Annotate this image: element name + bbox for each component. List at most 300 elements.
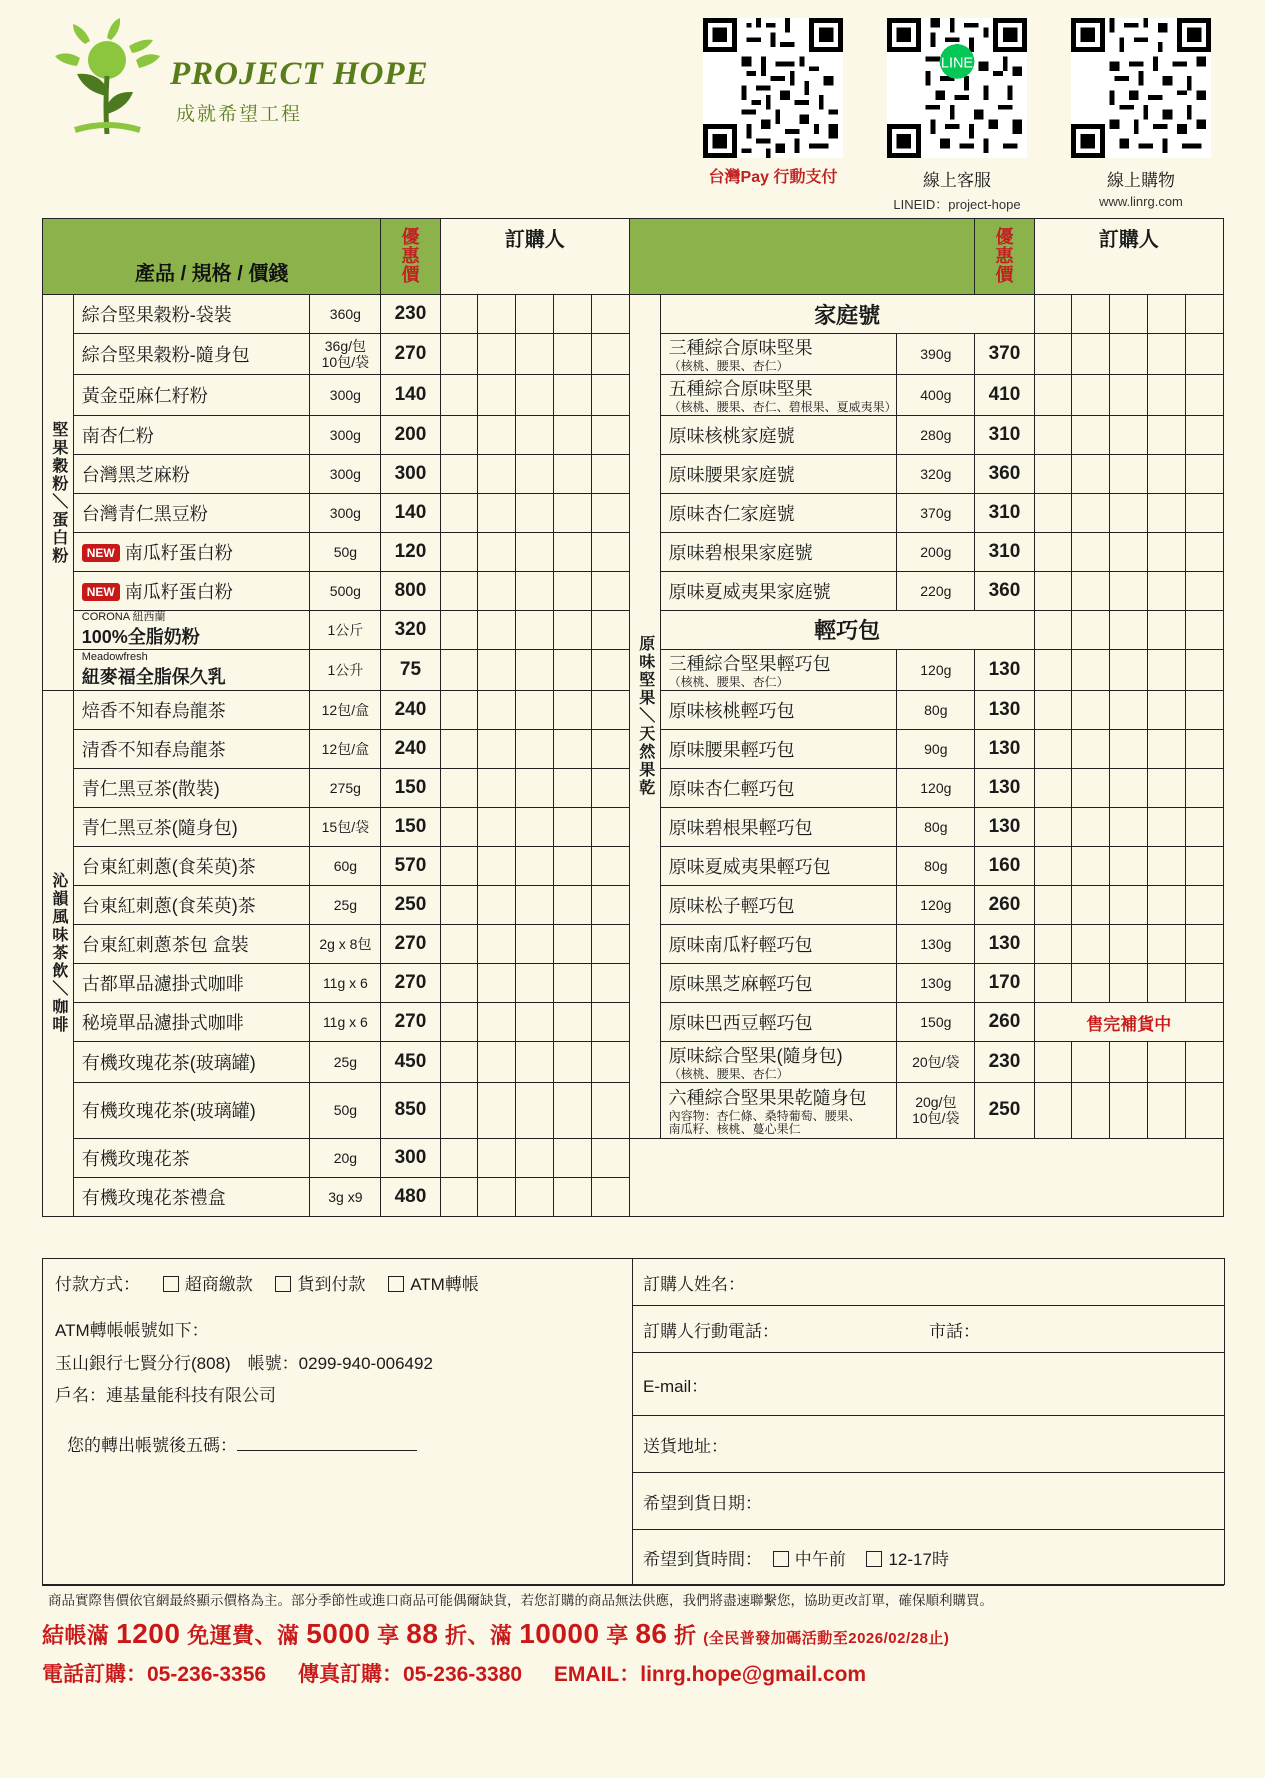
qty-cell[interactable] (554, 532, 592, 571)
qty-cell[interactable] (1072, 334, 1110, 375)
qty-cell[interactable] (440, 295, 478, 334)
qty-cell[interactable] (1110, 1082, 1148, 1138)
contact-line: 電話訂購：05-236-3356 傳真訂購：05-236-3380 EMAIL：linrg.hope@gmail.com (42, 1662, 867, 1686)
qty-cell[interactable] (591, 454, 629, 493)
qty-cell[interactable] (478, 1082, 516, 1138)
product-spec: 15包/袋 (310, 808, 381, 847)
product-name-right: 六種綜合堅果果乾隨身包 內容物：杏仁條、桑特葡萄、腰果、 南瓜籽、核桃、蔓心果仁 (660, 1082, 897, 1138)
qty-cell[interactable] (478, 295, 516, 334)
qty-cell[interactable] (440, 925, 478, 964)
delivery-time-field[interactable]: 希望到貨時間： 中午前 12-17時 (633, 1530, 1224, 1585)
product-price: 300 (381, 454, 440, 493)
qr-shop (1067, 18, 1215, 213)
product-table (42, 218, 1224, 1217)
product-name-right: 原味松子輕巧包 (660, 886, 897, 925)
time-option-morning[interactable]: 中午前 (773, 1550, 846, 1569)
qty-cell[interactable] (1185, 730, 1223, 769)
qty-cell[interactable] (554, 1042, 592, 1083)
qty-cell[interactable] (1110, 847, 1148, 886)
qty-cell[interactable] (1185, 571, 1223, 610)
qty-cell[interactable] (1110, 334, 1148, 375)
qty-cell[interactable] (1110, 415, 1148, 454)
qty-cell[interactable] (1148, 886, 1186, 925)
qty-cell[interactable] (1072, 1082, 1110, 1138)
qty-cell[interactable] (1185, 1042, 1223, 1083)
qty-cell[interactable] (554, 769, 592, 808)
qty-cell[interactable] (1110, 374, 1148, 415)
qty-cell[interactable] (1034, 691, 1072, 730)
line-caption: 線上客服 (923, 171, 991, 190)
qty-cell[interactable] (1148, 769, 1186, 808)
qty-cell[interactable] (591, 295, 629, 334)
qty-cell[interactable] (1072, 1042, 1110, 1083)
qty-cell[interactable] (1110, 610, 1148, 650)
qty-cell[interactable] (478, 1042, 516, 1083)
product-spec-right: 400g (897, 374, 975, 415)
orderer-name-field[interactable]: 訂購人姓名： (633, 1259, 1224, 1306)
qty-cell[interactable] (440, 493, 478, 532)
product-name-right: 三種綜合原味堅果 （核桃、腰果、杏仁） (660, 334, 897, 375)
right-category: 原味堅果＼天然果乾 (629, 295, 660, 1139)
qty-cell[interactable] (516, 1082, 554, 1138)
product-spec-right: 320g (897, 454, 975, 493)
qty-cell[interactable] (440, 571, 478, 610)
qty-cell[interactable] (1034, 295, 1072, 334)
product-name-right: 原味碧根果輕巧包 (660, 808, 897, 847)
product-price-right: 130 (975, 769, 1034, 808)
qty-cell[interactable] (478, 769, 516, 808)
qty-cell[interactable] (516, 808, 554, 847)
qty-cell[interactable] (591, 808, 629, 847)
product-price: 240 (381, 691, 440, 730)
qty-cell[interactable] (1072, 295, 1110, 334)
payment-option-atm[interactable]: ATM轉帳 (388, 1275, 479, 1294)
product-spec: 300g (310, 374, 381, 415)
soldout-note: 售完補貨中 (1034, 1003, 1223, 1042)
qty-cell[interactable] (591, 493, 629, 532)
qty-cell[interactable] (1034, 493, 1072, 532)
product-price: 300 (381, 1138, 440, 1177)
sprout-logo-icon (55, 18, 160, 136)
qty-cell[interactable] (440, 808, 478, 847)
qty-cell[interactable] (478, 691, 516, 730)
qty-cell[interactable] (1072, 532, 1110, 571)
product-price-right: 130 (975, 650, 1034, 691)
product-spec: 50g (310, 1082, 381, 1138)
product-price: 270 (381, 1003, 440, 1042)
product-spec: 12包/盒 (310, 730, 381, 769)
qty-cell[interactable] (1072, 610, 1110, 650)
qty-cell[interactable] (554, 886, 592, 925)
qty-cell[interactable] (1185, 691, 1223, 730)
qty-cell[interactable] (478, 610, 516, 650)
qty-cell[interactable] (554, 334, 592, 375)
orderer-email-field[interactable]: E-mail： (633, 1353, 1224, 1416)
qty-cell[interactable] (1034, 454, 1072, 493)
qty-cell[interactable] (1110, 532, 1148, 571)
qty-cell[interactable] (1148, 730, 1186, 769)
qty-cell[interactable] (1034, 730, 1072, 769)
qty-cell[interactable] (1072, 571, 1110, 610)
qty-cell[interactable] (516, 769, 554, 808)
qty-cell[interactable] (1185, 847, 1223, 886)
qty-cell[interactable] (1110, 650, 1148, 691)
header-product-label-right (629, 219, 974, 295)
qty-cell[interactable] (478, 964, 516, 1003)
qty-cell[interactable] (1110, 964, 1148, 1003)
product-price-right: 260 (975, 1003, 1034, 1042)
qty-cell[interactable] (1034, 374, 1072, 415)
qty-cell[interactable] (591, 691, 629, 730)
qty-cell[interactable] (1185, 532, 1223, 571)
qty-cell[interactable] (591, 1003, 629, 1042)
qty-cell[interactable] (478, 571, 516, 610)
qty-cell[interactable] (1072, 769, 1110, 808)
qty-cell[interactable] (1110, 493, 1148, 532)
product-name-right: 原味南瓜籽輕巧包 (660, 925, 897, 964)
qty-cell[interactable] (516, 454, 554, 493)
product-price-right: 170 (975, 964, 1034, 1003)
qty-cell[interactable] (1072, 454, 1110, 493)
product-spec: 11g x 6 (310, 1003, 381, 1042)
qty-cell[interactable] (516, 295, 554, 334)
qty-cell[interactable] (440, 886, 478, 925)
qty-cell[interactable] (1034, 808, 1072, 847)
qty-cell[interactable] (1148, 334, 1186, 375)
qty-cell[interactable] (591, 610, 629, 650)
phone-number[interactable]: 05-236-3356 (147, 1662, 267, 1686)
qty-cell[interactable] (478, 454, 516, 493)
qty-cell[interactable] (1110, 730, 1148, 769)
product-name: 青仁黑豆茶(散裝) (73, 769, 310, 808)
qty-cell[interactable] (1034, 925, 1072, 964)
qty-cell[interactable] (1148, 415, 1186, 454)
qty-cell[interactable] (440, 1138, 478, 1177)
qty-cell[interactable] (1148, 571, 1186, 610)
payment-block (43, 1259, 633, 1585)
qty-cell[interactable] (440, 1003, 478, 1042)
qty-cell[interactable] (554, 571, 592, 610)
qty-cell[interactable] (478, 730, 516, 769)
qty-cell[interactable] (440, 769, 478, 808)
qty-cell[interactable] (1148, 847, 1186, 886)
product-spec: 25g (310, 1042, 381, 1083)
qty-cell[interactable] (591, 1082, 629, 1138)
product-spec-right: 130g (897, 925, 975, 964)
product-name-right: 原味核桃輕巧包 (660, 691, 897, 730)
qty-cell[interactable] (478, 1138, 516, 1177)
product-price: 75 (381, 650, 440, 691)
qty-cell[interactable] (1110, 808, 1148, 847)
qty-cell[interactable] (554, 415, 592, 454)
qty-cell[interactable] (1072, 886, 1110, 925)
qty-cell[interactable] (440, 1042, 478, 1083)
qty-cell[interactable] (554, 1177, 592, 1216)
qty-cell[interactable] (478, 808, 516, 847)
qty-cell[interactable] (1110, 691, 1148, 730)
qty-cell[interactable] (478, 493, 516, 532)
qty-cell[interactable] (1034, 1082, 1072, 1138)
qty-cell[interactable] (1072, 964, 1110, 1003)
qty-cell[interactable] (1185, 415, 1223, 454)
qty-cell[interactable] (478, 415, 516, 454)
product-name: 有機玫瑰花茶(玻璃罐) (73, 1042, 310, 1083)
payment-option-store[interactable]: 超商繳款 (163, 1275, 253, 1294)
qty-cell[interactable] (440, 847, 478, 886)
qty-cell[interactable] (1072, 691, 1110, 730)
qty-cell[interactable] (1072, 493, 1110, 532)
qty-cell[interactable] (440, 1177, 478, 1216)
qty-cell[interactable] (478, 1003, 516, 1042)
qty-cell[interactable] (1185, 610, 1223, 650)
qty-cell[interactable] (1110, 886, 1148, 925)
qty-cell[interactable] (591, 334, 629, 375)
qty-cell[interactable] (440, 730, 478, 769)
qty-cell[interactable] (1148, 691, 1186, 730)
product-spec: 500g (310, 571, 381, 610)
new-badge: NEW (82, 544, 120, 562)
qty-cell[interactable] (591, 374, 629, 415)
qty-cell[interactable] (554, 691, 592, 730)
product-price-right: 230 (975, 1042, 1034, 1083)
qty-cell[interactable] (1185, 1082, 1223, 1138)
last5-input[interactable] (237, 1450, 417, 1451)
qty-cell[interactable] (1185, 769, 1223, 808)
email-address[interactable]: linrg.hope@gmail.com (640, 1662, 867, 1686)
qty-cell[interactable] (1110, 571, 1148, 610)
product-spec-right: 80g (897, 691, 975, 730)
qty-cell[interactable] (591, 730, 629, 769)
payment-option-cod[interactable]: 貨到付款 (275, 1275, 365, 1294)
qty-cell[interactable] (554, 964, 592, 1003)
product-spec: 3g x9 (310, 1177, 381, 1216)
product-name-right: 原味巴西豆輕巧包 (660, 1003, 897, 1042)
qty-cell[interactable] (516, 571, 554, 610)
qty-cell[interactable] (1034, 847, 1072, 886)
qty-cell[interactable] (478, 925, 516, 964)
orderer-mobile-field[interactable]: 訂購人行動電話： 市話： (633, 1306, 1224, 1353)
qty-cell[interactable] (516, 1003, 554, 1042)
qty-cell[interactable] (1185, 374, 1223, 415)
qty-cell[interactable] (1034, 610, 1072, 650)
product-spec: 300g (310, 415, 381, 454)
qty-cell[interactable] (591, 1177, 629, 1216)
qty-cell[interactable] (1185, 808, 1223, 847)
qty-cell[interactable] (478, 847, 516, 886)
qty-cell[interactable] (1072, 925, 1110, 964)
product-price-right: 310 (975, 532, 1034, 571)
twpay-caption: 台灣Pay 行動支付 (708, 169, 838, 186)
qty-cell[interactable] (440, 454, 478, 493)
qty-cell[interactable] (591, 415, 629, 454)
product-spec: 20g (310, 1138, 381, 1177)
qty-cell[interactable] (1148, 650, 1186, 691)
qty-cell[interactable] (516, 532, 554, 571)
delivery-date-field[interactable]: 希望到貨日期： (633, 1473, 1224, 1530)
product-price: 150 (381, 808, 440, 847)
product-spec-right: 220g (897, 571, 975, 610)
qty-cell[interactable] (1148, 610, 1186, 650)
product-spec-right: 90g (897, 730, 975, 769)
qty-cell[interactable] (591, 532, 629, 571)
qty-cell[interactable] (516, 610, 554, 650)
qty-cell[interactable] (554, 1138, 592, 1177)
qty-cell[interactable] (516, 1042, 554, 1083)
qty-cell[interactable] (1110, 769, 1148, 808)
product-price-right: 160 (975, 847, 1034, 886)
product-name: 古都單品濾掛式咖啡 (73, 964, 310, 1003)
qty-cell[interactable] (1034, 650, 1072, 691)
qty-cell[interactable] (478, 1177, 516, 1216)
qty-cell[interactable] (1148, 1082, 1186, 1138)
qty-cell[interactable] (1072, 374, 1110, 415)
qty-cell[interactable] (440, 691, 478, 730)
qty-cell[interactable] (1034, 886, 1072, 925)
qty-cell[interactable] (516, 691, 554, 730)
qty-cell[interactable] (1148, 532, 1186, 571)
product-name-right: 原味腰果輕巧包 (660, 730, 897, 769)
product-spec: 11g x 6 (310, 964, 381, 1003)
qty-cell[interactable] (1148, 964, 1186, 1003)
qty-cell[interactable] (591, 847, 629, 886)
product-price: 200 (381, 415, 440, 454)
product-price-right: 130 (975, 691, 1034, 730)
qty-cell[interactable] (440, 374, 478, 415)
qty-cell[interactable] (554, 925, 592, 964)
qty-cell[interactable] (1034, 334, 1072, 375)
qty-cell[interactable] (1148, 295, 1186, 334)
qty-cell[interactable] (1185, 650, 1223, 691)
section-title-family: 家庭號 (660, 295, 1034, 334)
qty-cell[interactable] (516, 415, 554, 454)
qty-cell[interactable] (440, 964, 478, 1003)
qty-cell[interactable] (1110, 1042, 1148, 1083)
qty-cell[interactable] (478, 650, 516, 691)
qty-cell[interactable] (1185, 886, 1223, 925)
qty-cell[interactable] (591, 1138, 629, 1177)
product-name: 有機玫瑰花茶(玻璃罐) (73, 1082, 310, 1138)
qty-cell[interactable] (478, 532, 516, 571)
qty-cell[interactable] (554, 650, 592, 691)
qty-cell[interactable] (1148, 1042, 1186, 1083)
qty-cell[interactable] (440, 415, 478, 454)
qty-cell[interactable] (1110, 454, 1148, 493)
payment-title: 付款方式： (55, 1275, 140, 1294)
qty-cell[interactable] (440, 532, 478, 571)
qty-cell[interactable] (516, 964, 554, 1003)
qty-cell[interactable] (591, 571, 629, 610)
qty-cell[interactable] (440, 650, 478, 691)
qty-cell[interactable] (1148, 454, 1186, 493)
qty-cell[interactable] (1072, 415, 1110, 454)
qty-cell[interactable] (1072, 847, 1110, 886)
qty-cell[interactable] (1072, 730, 1110, 769)
qty-cell[interactable] (1072, 808, 1110, 847)
qty-cell[interactable] (591, 1042, 629, 1083)
qty-cell[interactable] (554, 295, 592, 334)
qty-cell[interactable] (1148, 808, 1186, 847)
qty-cell[interactable] (478, 374, 516, 415)
product-spec-right: 130g (897, 964, 975, 1003)
qty-cell[interactable] (516, 374, 554, 415)
qty-cell[interactable] (1034, 964, 1072, 1003)
qty-cell[interactable] (516, 493, 554, 532)
qty-cell[interactable] (554, 454, 592, 493)
qty-cell[interactable] (554, 1003, 592, 1042)
qty-cell[interactable] (440, 1082, 478, 1138)
qty-cell[interactable] (516, 730, 554, 769)
qty-cell[interactable] (516, 650, 554, 691)
product-name: 台灣青仁黑豆粉 (73, 493, 310, 532)
qty-cell[interactable] (554, 610, 592, 650)
product-spec-right: 20g/包 10包/袋 (897, 1082, 975, 1138)
qty-cell[interactable] (1185, 454, 1223, 493)
qty-cell[interactable] (1185, 334, 1223, 375)
product-spec-right: 120g (897, 769, 975, 808)
qty-cell[interactable] (554, 808, 592, 847)
product-price-right: 130 (975, 730, 1034, 769)
qty-cell[interactable] (1185, 493, 1223, 532)
qty-cell[interactable] (1034, 571, 1072, 610)
qty-cell[interactable] (1185, 925, 1223, 964)
qr-line (883, 18, 1031, 213)
product-spec-right: 120g (897, 650, 975, 691)
qty-cell[interactable] (1034, 532, 1072, 571)
qty-cell[interactable] (478, 886, 516, 925)
shipping-address-field[interactable]: 送貨地址： (633, 1416, 1224, 1473)
qty-cell[interactable] (591, 925, 629, 964)
qty-cell[interactable] (516, 886, 554, 925)
qty-cell[interactable] (591, 769, 629, 808)
qty-cell[interactable] (591, 650, 629, 691)
qty-cell[interactable] (1110, 925, 1148, 964)
qty-cell[interactable] (516, 1138, 554, 1177)
product-spec-right: 80g (897, 808, 975, 847)
qty-cell[interactable] (554, 493, 592, 532)
qty-cell[interactable] (591, 964, 629, 1003)
qty-cell[interactable] (516, 1177, 554, 1216)
qty-cell[interactable] (554, 730, 592, 769)
qty-cell[interactable] (1034, 1042, 1072, 1083)
qty-cell[interactable] (1148, 925, 1186, 964)
product-name-right: 原味夏威夷果家庭號 (660, 571, 897, 610)
qty-cell[interactable] (1148, 493, 1186, 532)
qty-cell[interactable] (1072, 650, 1110, 691)
qty-cell[interactable] (1185, 295, 1223, 334)
qty-cell[interactable] (1034, 769, 1072, 808)
qty-cell[interactable] (591, 886, 629, 925)
qty-cell[interactable] (554, 847, 592, 886)
qty-cell[interactable] (554, 1082, 592, 1138)
qty-cell[interactable] (554, 374, 592, 415)
qty-cell[interactable] (516, 925, 554, 964)
qty-cell[interactable] (440, 334, 478, 375)
product-spec: 25g (310, 886, 381, 925)
product-price: 270 (381, 925, 440, 964)
qty-cell[interactable] (1148, 374, 1186, 415)
qty-cell[interactable] (1034, 415, 1072, 454)
brand-subtitle: 成就希望工程 (176, 104, 303, 125)
qty-cell[interactable] (516, 334, 554, 375)
qty-cell[interactable] (1185, 964, 1223, 1003)
qty-cell[interactable] (1110, 295, 1148, 334)
product-price: 570 (381, 847, 440, 886)
product-price: 800 (381, 571, 440, 610)
qty-cell[interactable] (440, 610, 478, 650)
time-option-afternoon[interactable]: 12-17時 (866, 1550, 948, 1569)
qty-cell[interactable] (516, 847, 554, 886)
qty-cell[interactable] (478, 334, 516, 375)
